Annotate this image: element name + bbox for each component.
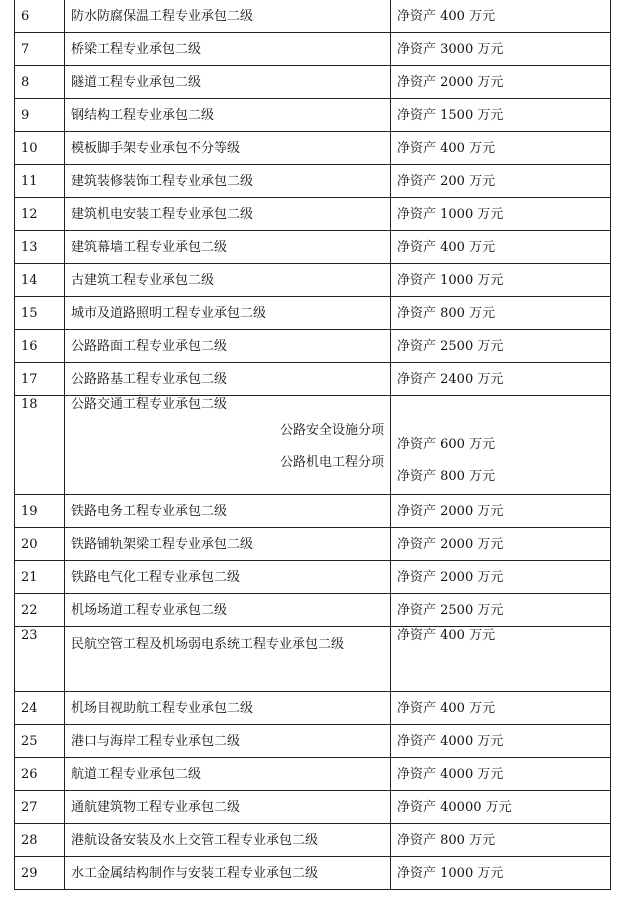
- net-asset-value: 净资产 2000 万元: [391, 495, 611, 528]
- table-row: [15, 594, 611, 627]
- qualification-name: 铁路铺轨架梁工程专业承包二级: [65, 528, 391, 561]
- net-asset-value: 净资产 1500 万元: [391, 99, 611, 132]
- sub-item-value: 净资产 600 万元: [397, 437, 496, 452]
- table-row: [15, 264, 611, 297]
- row-number: 21: [15, 561, 65, 594]
- table-row: [15, 66, 611, 99]
- qualification-name: 模板脚手架专业承包不分等级: [65, 132, 391, 165]
- net-asset-value: 净资产 2000 万元: [391, 561, 611, 594]
- net-asset-value: 净资产 40000 万元: [391, 791, 611, 824]
- net-asset-value: 净资产 400 万元: [391, 132, 611, 165]
- sub-item-value: 净资产 800 万元: [397, 469, 496, 484]
- table-row: [15, 165, 611, 198]
- row-number: 9: [15, 99, 65, 132]
- row-number: 23: [15, 627, 65, 692]
- qualification-name: 公路交通工程专业承包二级 公路安全设施分项 公路机电工程分项: [65, 396, 391, 495]
- row-number: 11: [15, 165, 65, 198]
- table-row: [15, 132, 611, 165]
- table-row: [15, 725, 611, 758]
- row-number: 7: [15, 33, 65, 66]
- row-number: 12: [15, 198, 65, 231]
- net-asset-value: 净资产 1000 万元: [391, 857, 611, 890]
- table-row: [15, 0, 611, 33]
- row-number: 20: [15, 528, 65, 561]
- row-number: 16: [15, 330, 65, 363]
- qualification-name: 建筑装修装饰工程专业承包二级: [65, 165, 391, 198]
- row-number: 6: [15, 0, 65, 33]
- qualification-name: 防水防腐保温工程专业承包二级: [65, 0, 391, 33]
- net-asset-value: 净资产 400 万元: [391, 627, 611, 692]
- row-number: 25: [15, 725, 65, 758]
- row-number: 14: [15, 264, 65, 297]
- qualification-name: 建筑幕墙工程专业承包二级: [65, 231, 391, 264]
- table-row: [15, 495, 611, 528]
- table-row: [15, 396, 611, 495]
- qualification-name: 隧道工程专业承包二级: [65, 66, 391, 99]
- table-row: [15, 297, 611, 330]
- net-asset-value: 净资产 800 万元: [391, 824, 611, 857]
- row-number: 17: [15, 363, 65, 396]
- table-row: [15, 330, 611, 363]
- qualification-name: 港航设备安装及水上交管工程专业承包二级: [65, 824, 391, 857]
- row-number: 29: [15, 857, 65, 890]
- table-row: [15, 33, 611, 66]
- table-row: [15, 692, 611, 725]
- net-asset-value: 净资产 4000 万元: [391, 725, 611, 758]
- row-number: 22: [15, 594, 65, 627]
- table-row: [15, 857, 611, 890]
- qualification-name: 钢结构工程专业承包二级: [65, 99, 391, 132]
- sub-item-name: 公路安全设施分项: [279, 423, 384, 438]
- qualification-name: 公路路基工程专业承包二级: [65, 363, 391, 396]
- qualification-name: 建筑机电安装工程专业承包二级: [65, 198, 391, 231]
- qualification-name: 机场目视助航工程专业承包二级: [65, 692, 391, 725]
- row-number: 28: [15, 824, 65, 857]
- row-number: 27: [15, 791, 65, 824]
- qualification-name: 水工金属结构制作与安装工程专业承包二级: [65, 857, 391, 890]
- table-row: [15, 791, 611, 824]
- table-row: [15, 231, 611, 264]
- table-row: [15, 758, 611, 791]
- qualification-name: 港口与海岸工程专业承包二级: [65, 725, 391, 758]
- qualification-name: 通航建筑物工程专业承包二级: [65, 791, 391, 824]
- net-asset-value: 净资产 800 万元: [391, 297, 611, 330]
- row-number: 8: [15, 66, 65, 99]
- row-number: 13: [15, 231, 65, 264]
- table-row: [15, 528, 611, 561]
- sub-item-name: 公路机电工程分项: [279, 455, 384, 470]
- qualification-name: 城市及道路照明工程专业承包二级: [65, 297, 391, 330]
- net-asset-value: 净资产 400 万元: [391, 0, 611, 33]
- net-asset-value: 净资产 2500 万元: [391, 594, 611, 627]
- net-asset-value: [391, 396, 611, 495]
- net-asset-value: 净资产 2000 万元: [391, 66, 611, 99]
- row-number: 10: [15, 132, 65, 165]
- net-asset-value: 净资产 200 万元: [391, 165, 611, 198]
- qualification-name: 铁路电务工程专业承包二级: [65, 495, 391, 528]
- qualification-name: 桥梁工程专业承包二级: [65, 33, 391, 66]
- table-row: [15, 198, 611, 231]
- net-asset-value: 净资产 2400 万元: [391, 363, 611, 396]
- net-asset-value: 净资产 2000 万元: [391, 528, 611, 561]
- row-number: 26: [15, 758, 65, 791]
- row-number: 15: [15, 297, 65, 330]
- net-asset-value: 净资产 4000 万元: [391, 758, 611, 791]
- qualification-name: 公路路面工程专业承包二级: [65, 330, 391, 363]
- table-row: [15, 561, 611, 594]
- qualification-name: 航道工程专业承包二级: [65, 758, 391, 791]
- table-row: [15, 99, 611, 132]
- row-number: 19: [15, 495, 65, 528]
- net-asset-value: 净资产 400 万元: [391, 692, 611, 725]
- net-asset-value: 净资产 1000 万元: [391, 264, 611, 297]
- qualification-table: [14, 0, 611, 890]
- qualification-name: 铁路电气化工程专业承包二级: [65, 561, 391, 594]
- qualification-name: 机场场道工程专业承包二级: [65, 594, 391, 627]
- row-number: 18: [15, 396, 65, 495]
- table-row: [15, 824, 611, 857]
- qualification-name: 古建筑工程专业承包二级: [65, 264, 391, 297]
- table-row: [15, 627, 611, 692]
- net-asset-value: 净资产 3000 万元: [391, 33, 611, 66]
- net-asset-value: 净资产 1000 万元: [391, 198, 611, 231]
- net-asset-value: 净资产 400 万元: [391, 231, 611, 264]
- qualification-name: 民航空管工程及机场弱电系统工程专业承包二级: [65, 627, 391, 692]
- row-number: 24: [15, 692, 65, 725]
- table-row: [15, 363, 611, 396]
- net-asset-value: 净资产 2500 万元: [391, 330, 611, 363]
